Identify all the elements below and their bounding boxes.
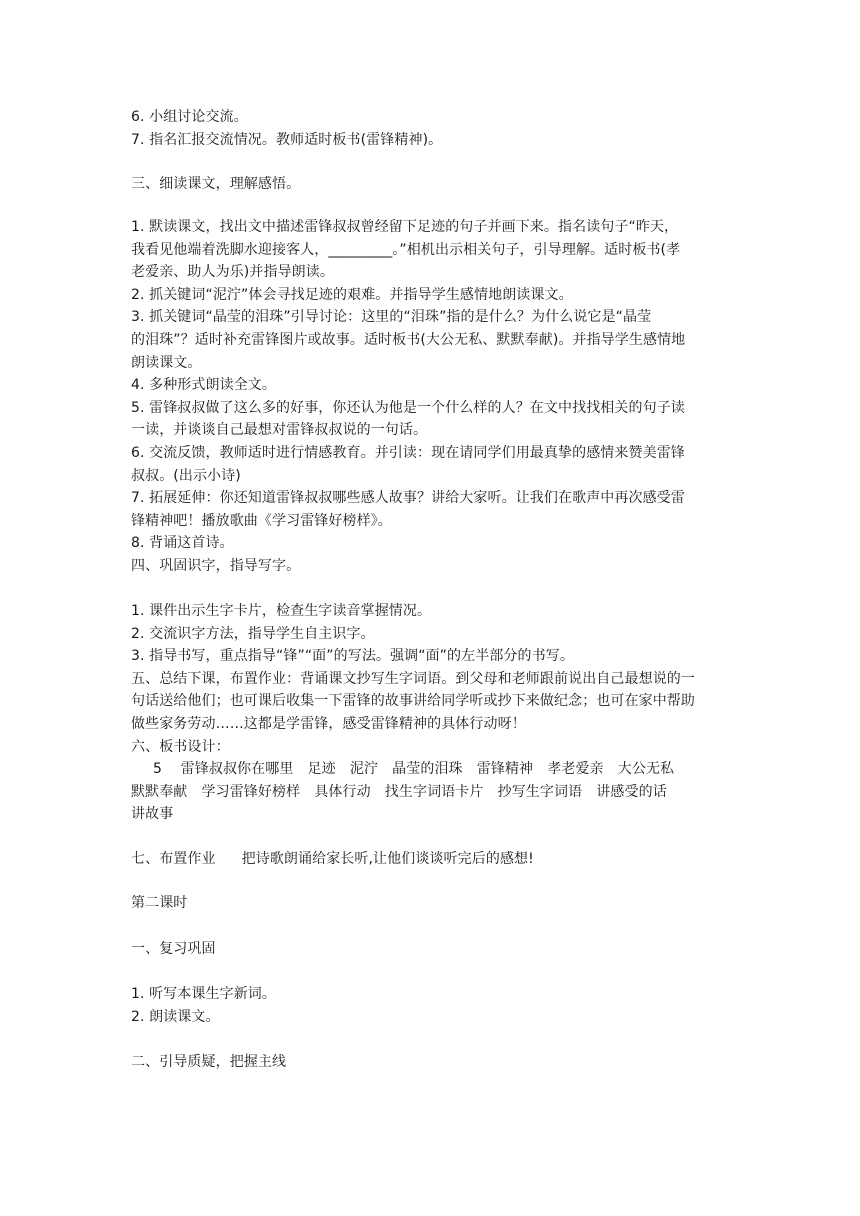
steps-continued: [131, 106, 731, 151]
paragraph-line: 2. 朗读课文。: [131, 1008, 220, 1025]
section-heading: 六、板书设计：: [131, 738, 230, 755]
section-3-steps: [131, 216, 731, 578]
paragraph-line: 6. 交流反馈，教师适时进行情感教育。并引读：现在请同学们用最真挚的感情来赞美雷锋: [131, 444, 685, 461]
paragraph-line: 老爱亲、助人为乐)并指导朗读。: [131, 264, 334, 281]
paragraph-line: 5. 雷锋叔叔做了这么多的好事，你还认为他是一个什么样的人？在文中找找相关的句子读: [131, 399, 685, 416]
homework-label: 七、布置作业: [131, 851, 216, 867]
board-line: 讲故事: [131, 806, 174, 823]
paragraph-line: 7. 拓展延伸：你还知道雷锋叔叔哪些感人故事？讲给大家听。让我们在歌声中再次感受雷: [131, 490, 685, 507]
next-heading: [131, 1051, 731, 1074]
paragraph-line: 1. 听写本课生字新词。: [131, 986, 277, 1002]
review-items: [131, 983, 731, 1028]
paragraph-line: 3. 抓关键词“晶莹的泪珠”引导讨论：这里的“泪珠”指的是什么？为什么说它是“晶莹: [131, 309, 652, 326]
paragraph-line: 叔叔。(出示小诗): [131, 467, 241, 484]
lesson-title: 第二课时: [131, 895, 188, 911]
paragraph-line: 8. 背诵这首诗。: [131, 535, 234, 552]
paragraph-line: 1. 课件出示生字卡片，检查生字读音掌握情况。: [131, 603, 432, 619]
paragraph-line: 2. 抓关键词“泥泞”体会寻找足迹的艰难。并指导学生感情地朗读课文。: [131, 286, 573, 303]
board-line: 5 雷锋叔叔你在哪里 足迹 泥泞 晶莹的泪珠 雷锋精神 孝老爱亲 大公无私: [153, 761, 675, 777]
homework-text: 把诗歌朗诵给家长听,让他们谈谈听完后的感想!: [241, 851, 534, 867]
paragraph-line: 句话送给他们；也可课后收集一下雷锋的故事讲给同学听或抄下来做纪念；也可在家中帮助: [131, 693, 695, 710]
section-heading: 三、细读课文，理解感悟。: [131, 176, 301, 192]
paragraph-line: 1. 默读课文，找出文中描述雷锋叔叔曾经留下足迹的句子并画下来。指名读句子“昨天，: [131, 219, 679, 235]
paragraph-line: 朗读课文。: [131, 354, 202, 371]
paragraph-line: 的泪珠”？适时补充雷锋图片或故事。适时板书(大公无私、默默奉献)。并指导学生感情地: [131, 331, 686, 348]
paragraph-line: 一读，并谈谈自己最想对雷锋叔叔说的一句话。: [131, 422, 428, 439]
section-4-steps: [131, 600, 731, 758]
paragraph-line: 2. 交流识字方法，指导学生自主识字。: [131, 625, 375, 642]
paragraph-line: 做些家务劳动……这都是学雷锋，感受雷锋精神的具体行动呀！: [131, 715, 526, 732]
section-heading: 二、引导质疑，把握主线: [131, 1054, 287, 1070]
homework-section: [131, 848, 731, 871]
homework-line: [131, 848, 731, 871]
paragraph-line: 我看见他端着洗脚水迎接客人，_________。”相机出示相关句子，引导理解。适时板书(孝: [131, 241, 681, 258]
paragraph-line: 五、总结下课，布置作业：背诵课文抄写生字词语。到父母和老师跟前说出自己最想说的一: [131, 670, 695, 687]
board-design: [131, 758, 731, 826]
paragraph-line: 3. 指导书写，重点指导“锋”“面”的写法。强调“面”的左半部分的书写。: [131, 648, 574, 665]
board-line: 默默奉献 学习雷锋好榜样 具体行动 找生字词语卡片 抄写生字词语 讲感受的话: [131, 783, 667, 800]
section-3-heading: [131, 173, 731, 196]
review-heading: [131, 938, 731, 961]
paragraph-line: 锋精神吧！播放歌曲《学习雷锋好榜样》。: [131, 512, 392, 529]
section-heading: 一、复习巩固: [131, 941, 216, 957]
paragraph-line: 4. 多种形式朗读全文。: [131, 377, 277, 394]
lesson-2-title: [131, 892, 731, 915]
section-heading: 四、巩固识字，指导写字。: [131, 557, 301, 574]
step-6: 6. 小组讨论交流。: [131, 109, 248, 125]
step-7: 7. 指名汇报交流情况。教师适时板书(雷锋精神)。: [131, 131, 443, 148]
